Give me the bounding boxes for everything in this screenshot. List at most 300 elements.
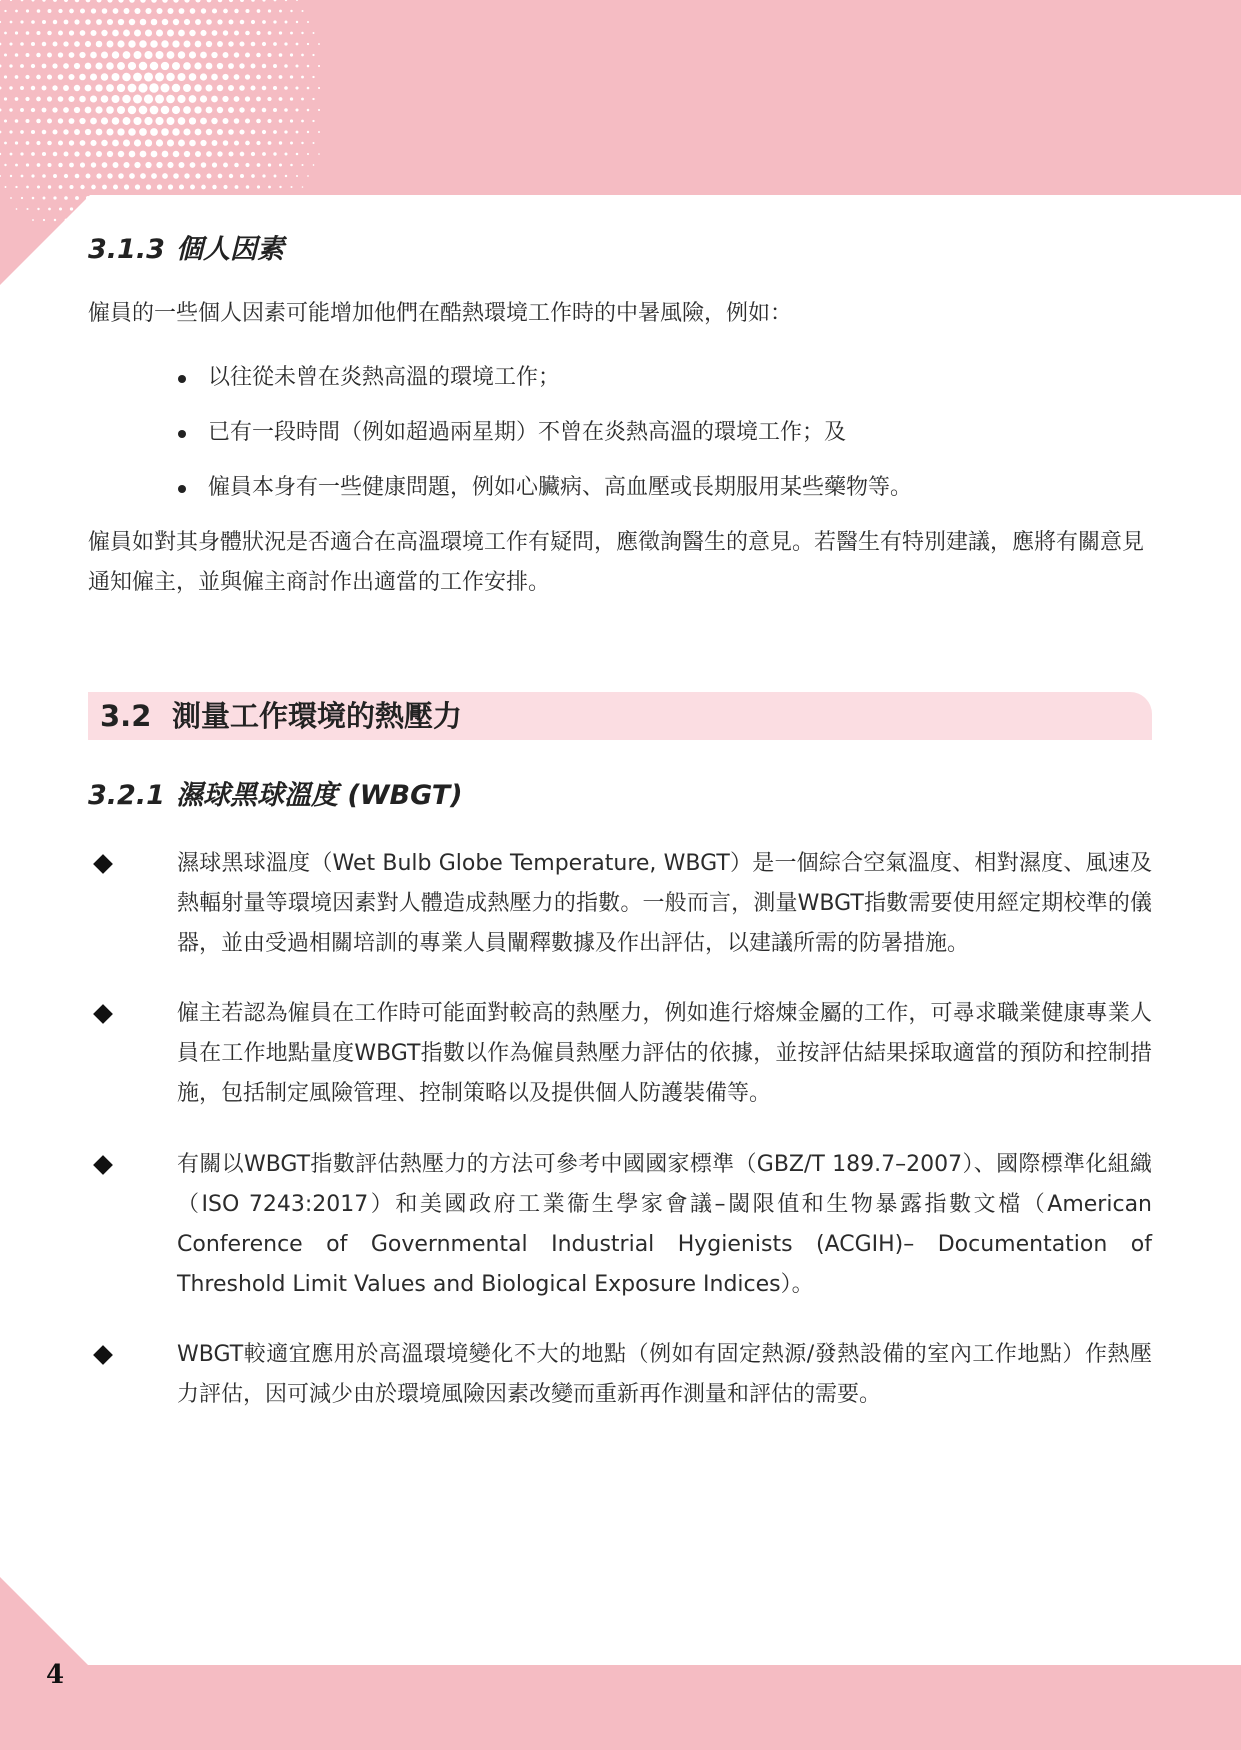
halftone-dot <box>140 151 147 158</box>
section-number: 3.2.1 <box>88 780 165 811</box>
halftone-dot <box>196 196 200 200</box>
halftone-dot <box>5 186 7 188</box>
halftone-dot <box>145 162 151 168</box>
halftone-dot <box>124 184 129 189</box>
halftone-dot <box>217 129 223 135</box>
halftone-dot <box>262 0 265 2</box>
halftone-dot <box>75 196 79 200</box>
section-number: 3.2 <box>100 699 152 733</box>
halftone-dot <box>134 29 141 36</box>
halftone-dot <box>263 219 265 221</box>
halftone-dot <box>252 197 255 200</box>
halftone-dot <box>96 173 101 178</box>
halftone-dot <box>96 129 103 136</box>
section-heading-3-1-3 <box>88 228 1152 272</box>
wbgt-points-list <box>88 844 1152 1415</box>
halftone-dot <box>223 52 229 58</box>
halftone-dot <box>239 85 245 91</box>
halftone-dot <box>31 108 35 112</box>
halftone-dot <box>274 0 277 1</box>
halftone-dot <box>201 185 206 190</box>
halftone-dot <box>0 0 1 1</box>
halftone-dot <box>228 63 234 69</box>
halftone-dot <box>117 106 125 114</box>
halftone-dot <box>212 140 218 146</box>
halftone-dot <box>284 42 287 45</box>
halftone-dot <box>69 163 74 168</box>
halftone-dot <box>273 20 276 23</box>
halftone-dot <box>118 0 123 3</box>
halftone-dot <box>217 19 222 24</box>
halftone-dot <box>290 32 293 35</box>
halftone-dot <box>134 51 142 59</box>
halftone-dot <box>279 75 283 79</box>
halftone-dot <box>307 153 309 155</box>
halftone-dot <box>185 218 189 222</box>
halftone-dot <box>107 151 113 157</box>
halftone-dot <box>150 128 158 136</box>
halftone-dot <box>9 108 12 111</box>
halftone-dot <box>4 164 6 166</box>
halftone-dot <box>90 140 96 146</box>
halftone-dot <box>76 219 79 222</box>
halftone-dot <box>75 0 79 2</box>
halftone-dot <box>168 207 172 211</box>
halftone-dot <box>4 97 7 100</box>
halftone-dot <box>21 0 24 1</box>
halftone-dot <box>189 30 195 36</box>
halftone-dot <box>184 19 190 25</box>
halftone-dot <box>246 185 250 189</box>
halftone-dot <box>280 208 282 210</box>
halftone-dot <box>112 30 119 37</box>
halftone-dot <box>279 31 282 34</box>
halftone-dot <box>123 139 130 146</box>
halftone-dot <box>141 196 146 201</box>
halftone-dot <box>196 218 199 221</box>
halftone-dot <box>174 196 179 201</box>
halftone-dot <box>172 62 180 70</box>
halftone-dot <box>146 184 151 189</box>
halftone-dot <box>240 20 245 25</box>
halftone-dot <box>26 31 30 35</box>
halftone-dot <box>106 84 114 92</box>
halftone-dot <box>156 139 163 146</box>
section-heading-3-2 <box>88 692 1152 740</box>
halftone-dots-decoration <box>0 0 320 230</box>
halftone-dot <box>118 173 124 179</box>
halftone-dot <box>133 73 142 82</box>
halftone-dot <box>251 108 256 113</box>
halftone-dot <box>10 21 13 24</box>
halftone-dot <box>172 84 180 92</box>
halftone-dot <box>307 109 310 112</box>
halftone-dot <box>150 62 159 71</box>
halftone-dot <box>312 120 314 122</box>
halftone-dot <box>290 142 293 145</box>
halftone-dot <box>301 164 303 166</box>
halftone-dot <box>85 63 92 70</box>
halftone-dot <box>36 53 40 57</box>
halftone-dot <box>15 31 18 34</box>
halftone-dot <box>301 76 304 79</box>
halftone-dot <box>15 97 19 101</box>
halftone-dot <box>206 151 212 157</box>
halftone-dot <box>118 151 125 158</box>
halftone-dot <box>173 19 179 25</box>
halftone-dot <box>274 197 276 199</box>
halftone-dot <box>312 76 314 78</box>
halftone-dot <box>123 51 131 59</box>
halftone-dot <box>194 106 201 113</box>
halftone-dot <box>251 130 256 135</box>
halftone-dot <box>251 64 256 69</box>
halftone-dot <box>63 41 68 46</box>
halftone-dot <box>9 130 12 133</box>
halftone-dot <box>108 218 112 222</box>
halftone-dot <box>207 218 210 221</box>
halftone-dot <box>58 52 63 57</box>
halftone-dot <box>173 151 180 158</box>
halftone-dot <box>108 196 113 201</box>
halftone-dot <box>122 95 130 103</box>
halftone-dot <box>47 163 51 167</box>
halftone-dot <box>85 107 92 114</box>
halftone-dot <box>251 42 256 47</box>
halftone-dot <box>101 30 107 36</box>
halftone-dot <box>117 62 125 70</box>
halftone-dot <box>285 21 288 24</box>
halftone-dot <box>130 218 134 222</box>
halftone-dot <box>195 173 200 178</box>
halftone-dot <box>0 153 1 155</box>
halftone-dot <box>174 218 178 222</box>
halftone-dot <box>162 0 168 3</box>
halftone-dot <box>101 95 109 103</box>
halftone-dot <box>140 173 146 179</box>
halftone-dot <box>183 62 191 70</box>
halftone-dot <box>268 9 271 12</box>
halftone-dot <box>4 32 7 35</box>
halftone-dot <box>177 95 185 103</box>
halftone-dot <box>234 140 239 145</box>
halftone-dot <box>31 130 35 134</box>
halftone-dot <box>172 40 179 47</box>
halftone-dot <box>107 19 113 25</box>
halftone-dot <box>268 208 270 210</box>
halftone-dot <box>135 207 139 211</box>
halftone-dot <box>228 85 234 91</box>
halftone-dot <box>128 40 135 47</box>
halftone-dot <box>218 0 223 2</box>
halftone-dot <box>240 174 244 178</box>
halftone-dot <box>81 207 85 211</box>
halftone-dot <box>80 140 86 146</box>
halftone-dot <box>79 52 85 58</box>
halftone-dot <box>69 30 74 35</box>
halftone-dot <box>124 207 128 211</box>
halftone-dot <box>75 174 80 179</box>
halftone-dot <box>189 117 196 124</box>
halftone-dot <box>313 32 315 34</box>
intro-paragraph: 僱員的一些個人因素可能增加他們在酷熱環境工作時的中暑風險，例如： <box>88 301 793 326</box>
halftone-dot <box>0 87 1 90</box>
halftone-dot <box>178 51 186 59</box>
halftone-dot <box>241 219 244 222</box>
halftone-dot <box>74 85 80 91</box>
halftone-dot <box>284 108 288 112</box>
halftone-dot <box>267 119 271 123</box>
halftone-dot <box>79 118 85 124</box>
halftone-dot <box>80 162 85 167</box>
halftone-dot <box>168 8 174 14</box>
halftone-dot <box>74 41 80 47</box>
halftone-dot <box>234 74 240 80</box>
halftone-dot <box>4 75 7 78</box>
halftone-dot <box>47 53 52 58</box>
halftone-dot <box>21 197 23 199</box>
halftone-dot <box>145 29 152 36</box>
halftone-dot <box>217 85 224 92</box>
halftone-dot <box>162 19 169 26</box>
halftone-dot <box>273 108 277 112</box>
halftone-dot <box>296 0 298 1</box>
halftone-dot <box>80 185 84 189</box>
halftone-dot <box>144 94 153 103</box>
halftone-dot <box>42 152 46 156</box>
halftone-dot <box>239 63 244 68</box>
halftone-dot <box>168 184 173 189</box>
halftone-dot <box>245 9 249 13</box>
halftone-dot <box>124 8 130 14</box>
halftone-dot <box>211 74 218 81</box>
halftone-dot <box>64 174 68 178</box>
halftone-dot <box>262 108 266 112</box>
list-item: 僱員本身有一些健康問題，例如心臟病、高血壓或長期服用某些藥物等。 <box>178 468 1152 508</box>
halftone-dot <box>207 174 212 179</box>
list-item: 以往從未曾在炎熱高溫的環境工作； <box>178 358 1152 398</box>
diamond-bullet-icon <box>93 854 113 874</box>
halftone-dot <box>106 128 113 135</box>
halftone-dot <box>0 109 1 112</box>
halftone-dot <box>285 0 287 1</box>
halftone-dot <box>79 96 86 103</box>
halftone-dot <box>296 21 298 23</box>
halftone-dot <box>63 129 68 134</box>
halftone-dot <box>312 98 314 100</box>
halftone-dot <box>190 162 196 168</box>
halftone-dot <box>15 10 18 13</box>
halftone-dot <box>36 31 40 35</box>
halftone-dot <box>74 129 80 135</box>
halftone-dot <box>156 51 164 59</box>
halftone-dot <box>151 0 157 3</box>
halftone-dot <box>223 9 228 14</box>
halftone-dot <box>229 0 233 2</box>
halftone-dot <box>86 0 91 2</box>
halftone-dot <box>74 63 80 69</box>
halftone-dot <box>48 9 52 13</box>
halftone-dot <box>229 20 234 25</box>
risk-factor-list <box>88 358 1152 508</box>
halftone-dot <box>151 19 158 26</box>
halftone-dot <box>85 41 91 47</box>
halftone-dot <box>161 62 169 70</box>
halftone-dot <box>161 128 169 136</box>
halftone-dot <box>206 19 212 25</box>
halftone-dot <box>119 218 123 222</box>
section-heading-3-2-1 <box>88 774 1152 818</box>
halftone-dot <box>223 140 229 146</box>
halftone-dot <box>134 162 140 168</box>
halftone-dot <box>68 74 74 80</box>
halftone-dot <box>79 74 86 81</box>
halftone-dot <box>133 95 142 104</box>
halftone-dot <box>240 196 243 199</box>
halftone-dot <box>223 118 229 124</box>
halftone-dot <box>279 10 282 13</box>
halftone-dot <box>222 96 228 102</box>
halftone-dot <box>123 30 130 37</box>
halftone-dot <box>262 152 266 156</box>
halftone-dot <box>161 106 170 115</box>
halftone-dot <box>166 73 175 82</box>
halftone-dot <box>296 43 299 46</box>
list-item: 僱主若認為僱員在工作時可能面對較高的熱壓力，例如進行熔煉金屬的工作，可尋求職業健康專業人員在工作地點量度WBGT指數以作為僱員熱壓力評估的依據，並按評估結果採取適當的預防和控制措施，包括制定風險管理、控制策略以及提供個人防護裝備等。 <box>88 994 1152 1114</box>
halftone-dot <box>263 197 266 200</box>
halftone-dot <box>206 107 213 114</box>
halftone-dot <box>257 163 261 167</box>
halftone-dot <box>194 84 201 91</box>
halftone-dot <box>206 85 213 92</box>
halftone-dot <box>218 196 222 200</box>
halftone-dot <box>16 208 18 210</box>
halftone-dot <box>85 19 91 25</box>
halftone-dot <box>48 185 51 188</box>
halftone-dot <box>228 151 233 156</box>
halftone-dot <box>307 65 310 68</box>
halftone-dot <box>69 140 74 145</box>
halftone-dot <box>31 152 35 156</box>
halftone-dot <box>69 52 75 58</box>
halftone-dot <box>307 131 309 133</box>
halftone-dot <box>262 86 267 91</box>
halftone-dot <box>92 207 96 211</box>
halftone-dot <box>9 86 12 89</box>
halftone-dot <box>268 31 272 35</box>
halftone-dot <box>279 119 283 123</box>
halftone-dot <box>25 75 29 79</box>
halftone-dot <box>32 219 34 221</box>
halftone-dot <box>0 65 1 68</box>
halftone-dot <box>295 64 298 67</box>
halftone-dot <box>53 152 58 157</box>
halftone-dot <box>4 53 7 56</box>
halftone-dot <box>101 117 108 124</box>
halftone-dot <box>4 10 6 12</box>
halftone-dot <box>58 9 62 13</box>
halftone-dot <box>190 185 195 190</box>
halftone-dot <box>296 131 299 134</box>
halftone-dot <box>177 73 185 81</box>
bullet-dot-icon <box>178 375 186 383</box>
halftone-dot <box>179 207 183 211</box>
halftone-dot <box>155 117 163 125</box>
halftone-dot <box>106 62 114 70</box>
halftone-dot <box>58 31 63 36</box>
halftone-dot <box>217 107 223 113</box>
bullet-dot-icon <box>178 485 186 493</box>
halftone-dot <box>53 42 58 47</box>
halftone-dot <box>195 19 201 25</box>
halftone-dot <box>15 186 17 188</box>
halftone-dot <box>101 140 108 147</box>
halftone-dot <box>267 75 271 79</box>
halftone-dot <box>256 119 261 124</box>
halftone-dot <box>20 108 24 112</box>
halftone-dot <box>223 185 227 189</box>
halftone-dot <box>80 30 86 36</box>
halftone-dot <box>150 40 158 48</box>
halftone-dot <box>230 219 233 222</box>
halftone-dot <box>42 42 47 47</box>
halftone-dot <box>200 95 207 102</box>
halftone-dot <box>262 130 266 134</box>
halftone-dot <box>42 20 46 24</box>
halftone-dot <box>113 207 117 211</box>
halftone-dot <box>195 129 202 136</box>
halftone-dot <box>86 174 91 179</box>
halftone-dot <box>268 141 272 145</box>
halftone-dot <box>0 21 1 23</box>
halftone-dot <box>90 73 97 80</box>
halftone-dot <box>251 152 255 156</box>
halftone-dot <box>296 175 298 177</box>
halftone-dot <box>318 65 320 67</box>
halftone-dot <box>245 141 250 146</box>
halftone-dot <box>157 184 162 189</box>
halftone-dot <box>234 163 239 168</box>
diamond-bullet-icon <box>93 1345 113 1365</box>
halftone-dot <box>217 41 223 47</box>
section-number: 3.1.3 <box>88 234 165 265</box>
halftone-dot <box>97 218 100 221</box>
halftone-dot <box>52 63 57 68</box>
halftone-dot <box>235 185 239 189</box>
halftone-dot <box>102 185 107 190</box>
section-title: 濕球黑球溫度 (WBGT) <box>176 780 463 811</box>
halftone-dot <box>273 86 277 90</box>
list-item: 已有一段時間（例如超過兩星期）不曾在炎熱高溫的環境工作；及 <box>178 413 1152 453</box>
halftone-dot <box>301 54 304 57</box>
halftone-dot <box>31 86 35 90</box>
halftone-dot <box>36 97 41 102</box>
halftone-dot <box>134 139 141 146</box>
halftone-dot <box>74 19 79 24</box>
halftone-dot <box>234 9 238 13</box>
halftone-dot <box>85 151 91 157</box>
halftone-dot <box>128 106 136 114</box>
halftone-dot <box>47 119 52 124</box>
halftone-dot <box>37 208 39 210</box>
halftone-dot <box>301 98 304 101</box>
halftone-dot <box>4 119 7 122</box>
bullet-dot-icon <box>178 430 186 438</box>
halftone-dot <box>290 119 293 122</box>
halftone-dot <box>47 141 52 146</box>
halftone-dot <box>185 196 190 201</box>
halftone-dot <box>195 41 202 48</box>
